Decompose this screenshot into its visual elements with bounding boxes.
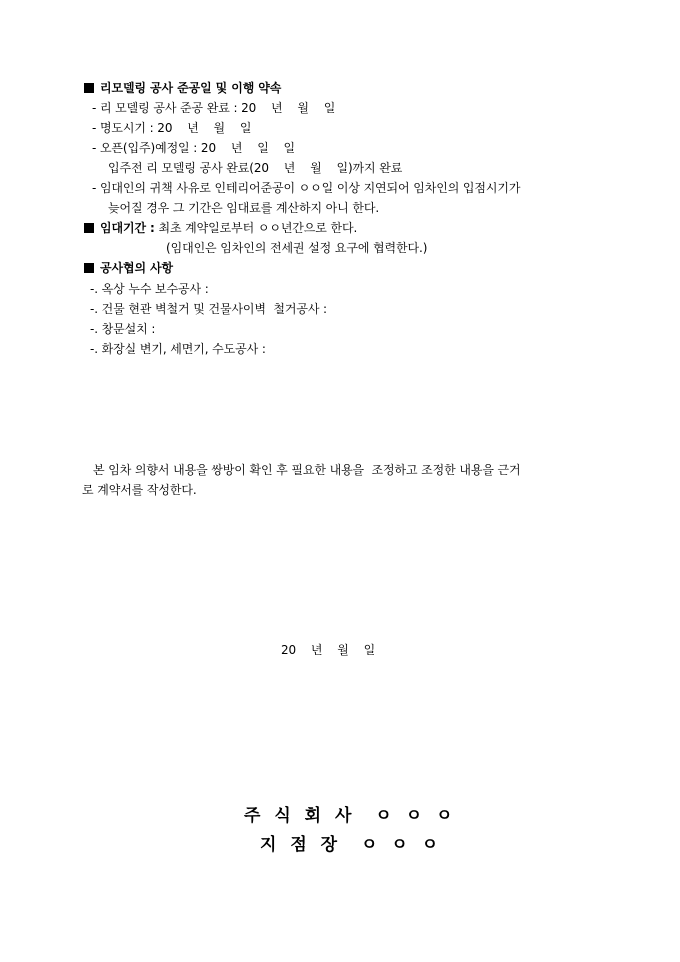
square-bullet-icon bbox=[84, 263, 94, 273]
roof-leak-item: -. 옥상 누수 보수공사 : bbox=[90, 282, 209, 296]
square-bullet-icon bbox=[84, 223, 94, 233]
wall-demolition-item: -. 건물 현관 벽철거 및 건물사이벽 철거공사 : bbox=[90, 302, 327, 316]
branch-manager: 지 점 장 ㅇ ㅇ ㅇ bbox=[260, 835, 443, 855]
vacate-date-item: - 명도시기 : 20 년 월 일 bbox=[92, 121, 252, 135]
remodeling-completion-item: - 리 모델링 공사 준공 완료 : 20 년 월 일 bbox=[92, 101, 336, 115]
open-date-item: - 오픈(입주)예정일 : 20 년 일 일 bbox=[92, 141, 296, 155]
document-date: 20 년 월 일 bbox=[281, 643, 376, 657]
square-bullet-icon bbox=[84, 83, 94, 93]
restroom-item: -. 화장실 변기, 세면기, 수도공사 : bbox=[90, 342, 266, 356]
section-lease-period bbox=[84, 220, 357, 236]
pre-move-in-completion-item: 입주전 리 모델링 공사 완료(20 년 월 일)까지 완료 bbox=[108, 161, 403, 175]
lease-period-note: (임대인은 임차인의 전세권 설정 요구에 협력한다.) bbox=[166, 241, 428, 255]
body-paragraph-line1: 본 임차 의향서 내용을 쌍방이 확인 후 필요한 내용을 조정하고 조정한 내용을 근거 bbox=[93, 463, 521, 477]
body-paragraph-line2: 로 계약서를 작성한다. bbox=[82, 483, 197, 497]
delay-clause-item: - 임대인의 귀책 사유로 인테리어준공이 ㅇㅇ일 이상 지연되어 임차인의 입점시기가 bbox=[92, 181, 521, 195]
section-remodeling-title: 리모델링 공사 준공일 및 이행 약속 bbox=[100, 81, 282, 95]
lease-period-text: 최초 계약일로부터 ㅇㅇ년간으로 한다. bbox=[154, 221, 358, 235]
section-construction-heading bbox=[84, 260, 173, 276]
company-name: 주 식 회 사 ㅇ ㅇ ㅇ bbox=[244, 806, 457, 826]
section-construction-title: 공사협의 사항 bbox=[100, 261, 174, 275]
delay-clause-continuation: 늦어질 경우 그 기간은 임대료를 계산하지 아니 한다. bbox=[108, 201, 380, 215]
section-remodeling-heading bbox=[84, 80, 281, 96]
window-install-item: -. 창문설치 : bbox=[90, 322, 156, 336]
lease-period-title: 임대기간 : bbox=[100, 221, 155, 235]
